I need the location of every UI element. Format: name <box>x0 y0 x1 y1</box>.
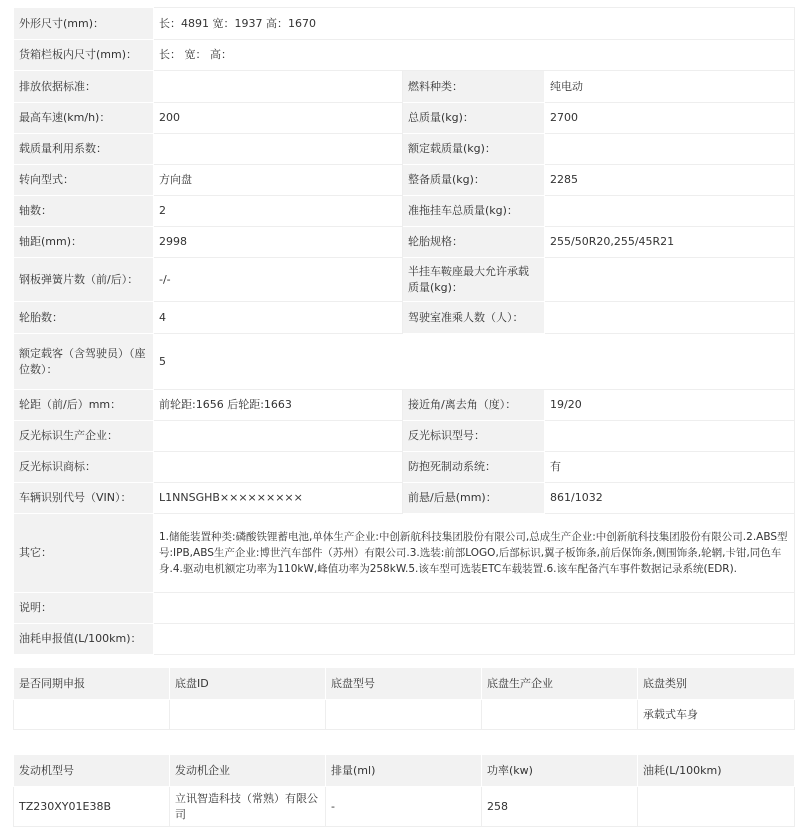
emission-value <box>154 71 403 103</box>
axles-label: 轴数： <box>14 196 154 227</box>
engine-header-power: 功率(kw) <box>482 755 638 787</box>
dims-label: 外形尺寸(mm)： <box>14 8 154 40</box>
tire-count-value: 4 <box>154 302 403 334</box>
note-value <box>154 593 795 624</box>
vin-label: 车辆识别代号（VIN）： <box>14 483 154 514</box>
reflect-model-label: 反光标识型号： <box>403 421 545 452</box>
rated-seats-label: 额定载客（含驾驶员）（座位数）： <box>14 334 154 390</box>
engine-cell-model: TZ230XY01E38B <box>14 787 170 827</box>
fuel-consumption-value <box>154 624 795 655</box>
cargo-value: 长： 宽： 高： <box>154 40 795 71</box>
engine-cell-consumption <box>638 787 795 827</box>
tire-spec-label: 轮胎规格： <box>403 227 545 258</box>
fuel-consumption-label: 油耗申报值(L/100km)： <box>14 624 154 655</box>
chassis-cell-model <box>326 700 482 730</box>
chassis-header-maker: 底盘生产企业 <box>482 668 638 700</box>
engine-header-maker: 发动机企业 <box>170 755 326 787</box>
overhang-label: 前悬/后悬(mm)： <box>403 483 545 514</box>
max-speed-value: 200 <box>154 103 403 134</box>
reflect-model-value <box>545 421 795 452</box>
wheelbase-value: 2998 <box>154 227 403 258</box>
chassis-table <box>13 667 795 730</box>
tire-count-label: 轮胎数： <box>14 302 154 334</box>
engine-cell-power: 258 <box>482 787 638 827</box>
rated-load-value <box>545 134 795 165</box>
fuel-type-value: 纯电动 <box>545 71 795 103</box>
saddle-label: 半挂车鞍座最大允许承载质量(kg)： <box>403 258 545 302</box>
cab-seats-value <box>545 302 795 334</box>
engine-cell-displacement: - <box>326 787 482 827</box>
note-label: 说明： <box>14 593 154 624</box>
dims-value: 长：4891 宽：1937 高：1670 <box>154 8 795 40</box>
cargo-label: 货箱栏板内尺寸(mm)： <box>14 40 154 71</box>
vin-value: L1NNSGHB××××××××× <box>154 483 403 514</box>
engine-header-displacement: 排量(ml) <box>326 755 482 787</box>
reflect-maker-value <box>154 421 403 452</box>
reflect-brand-value <box>154 452 403 483</box>
fuel-type-label: 燃料种类： <box>403 71 545 103</box>
reflect-maker-label: 反光标识生产企业： <box>14 421 154 452</box>
gross-mass-value: 2700 <box>545 103 795 134</box>
abs-value: 有 <box>545 452 795 483</box>
cab-seats-label: 驾驶室准乘人数（人）： <box>403 302 545 334</box>
saddle-value <box>545 258 795 302</box>
other-value: 1.储能装置种类:磷酸铁锂蓄电池,单体生产企业:中创新航科技集团股份有限公司,总成生产企业:中创新航科技集团股份有限公司.2.ABS型号:IPB,ABS生产企业:博世汽车部件（苏州）有限公司.3.选装:前部LOGO,后部标识,翼子板饰条,前后保饰条,侧围饰条,轮辋,卡钳,同色车身.4.驱动电机额定功率为110kW,峰值功率为258kW.5.该车型可选装ETC车载装置.6.该车配备汽车事件数据记录系统(EDR). <box>154 514 795 593</box>
wheelbase-label: 轴距(mm)： <box>14 227 154 258</box>
load-coef-label: 载质量利用系数： <box>14 134 154 165</box>
chassis-cell-maker <box>482 700 638 730</box>
chassis-header-type: 底盘类别 <box>638 668 795 700</box>
rated-seats-value: 5 <box>154 334 795 390</box>
tire-spec-value: 255/50R20,255/45R21 <box>545 227 795 258</box>
chassis-header-sync: 是否同期申报 <box>14 668 170 700</box>
rated-load-label: 额定载质量(kg)： <box>403 134 545 165</box>
chassis-header-id: 底盘ID <box>170 668 326 700</box>
spring-value: -/- <box>154 258 403 302</box>
chassis-cell-sync <box>14 700 170 730</box>
angle-value: 19/20 <box>545 390 795 421</box>
abs-label: 防抱死制动系统： <box>403 452 545 483</box>
engine-table <box>13 754 795 827</box>
chassis-header-model: 底盘型号 <box>326 668 482 700</box>
trailer-mass-value <box>545 196 795 227</box>
gross-mass-label: 总质量(kg)： <box>403 103 545 134</box>
spring-label: 钢板弹簧片数（前/后）： <box>14 258 154 302</box>
chassis-cell-id <box>170 700 326 730</box>
other-label: 其它： <box>14 514 154 593</box>
curb-mass-label: 整备质量(kg)： <box>403 165 545 196</box>
engine-cell-maker: 立讯智造科技（常熟）有限公司 <box>170 787 326 827</box>
track-label: 轮距（前/后）mm： <box>14 390 154 421</box>
track-value: 前轮距:1656 后轮距:1663 <box>154 390 403 421</box>
max-speed-label: 最高车速(km/h)： <box>14 103 154 134</box>
load-coef-value <box>154 134 403 165</box>
curb-mass-value: 2285 <box>545 165 795 196</box>
axles-value: 2 <box>154 196 403 227</box>
steering-label: 转向型式： <box>14 165 154 196</box>
engine-header-consumption: 油耗(L/100km) <box>638 755 795 787</box>
trailer-mass-label: 准拖挂车总质量(kg)： <box>403 196 545 227</box>
engine-header-model: 发动机型号 <box>14 755 170 787</box>
reflect-brand-label: 反光标识商标： <box>14 452 154 483</box>
overhang-value: 861/1032 <box>545 483 795 514</box>
chassis-cell-type: 承载式车身 <box>638 700 795 730</box>
angle-label: 接近角/离去角（度）： <box>403 390 545 421</box>
vehicle-params-table <box>13 7 795 655</box>
emission-label: 排放依据标准： <box>14 71 154 103</box>
steering-value: 方向盘 <box>154 165 403 196</box>
